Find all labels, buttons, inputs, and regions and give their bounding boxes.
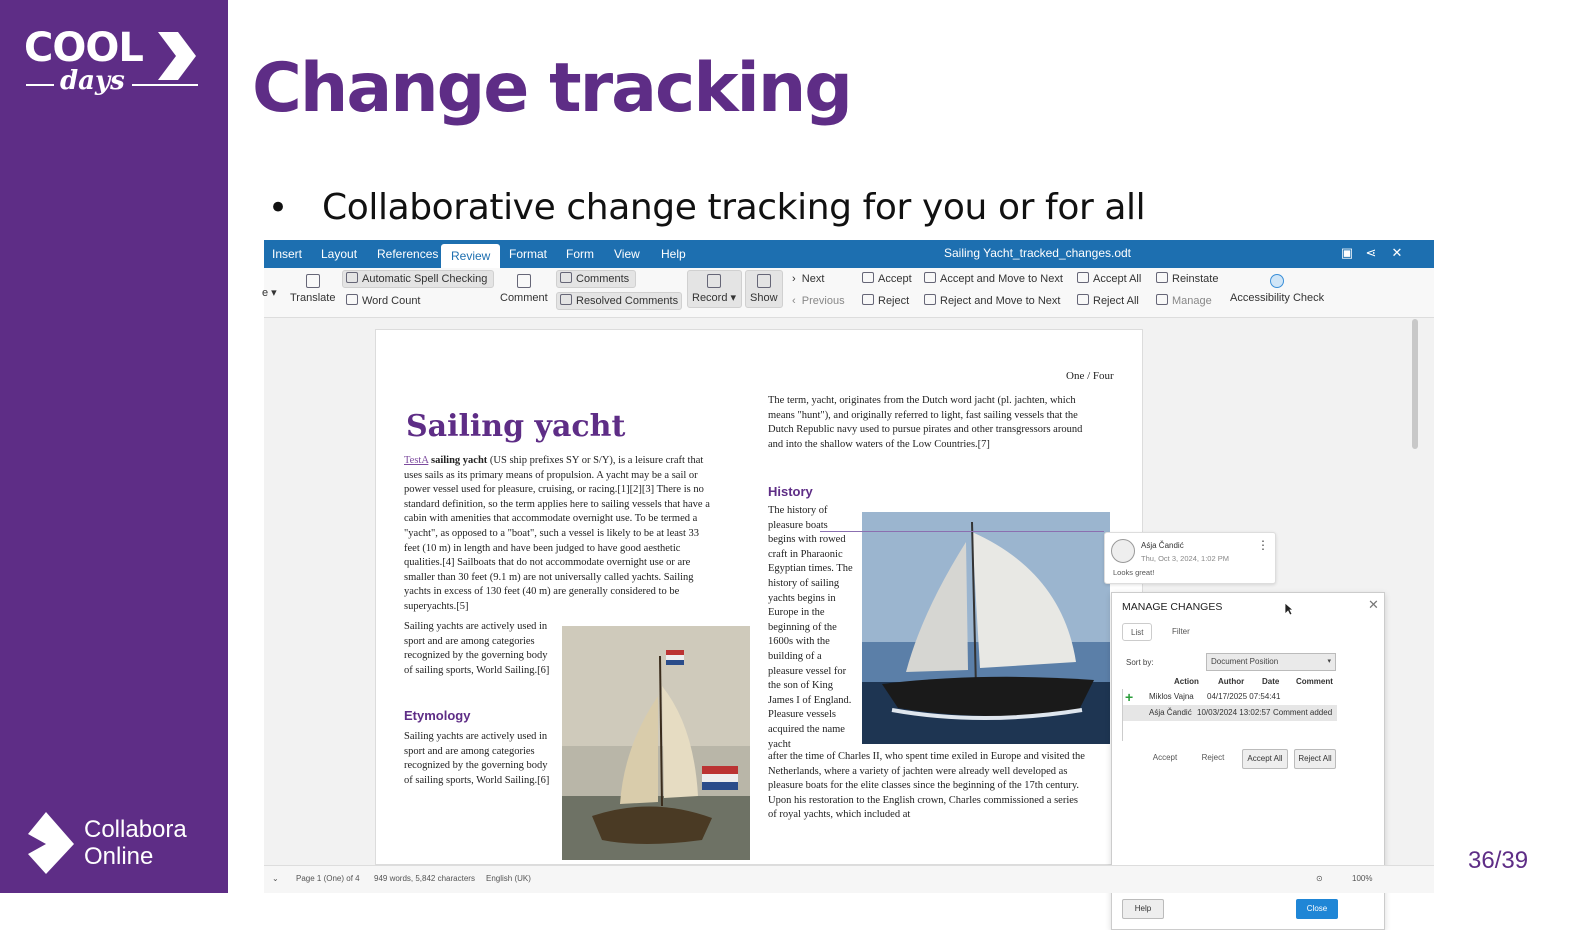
photo-sailing-yacht-image bbox=[862, 512, 1110, 744]
statusbar-toggle-icon[interactable]: ⌄ bbox=[272, 874, 279, 883]
comment-card[interactable] bbox=[1104, 532, 1276, 584]
comment-date: Thu, Oct 3, 2024, 1:02 PM bbox=[1141, 554, 1229, 563]
accept-label: Accept bbox=[878, 273, 912, 285]
dialog-accept-all-button[interactable]: Accept All bbox=[1242, 749, 1288, 769]
tab-view[interactable]: View bbox=[614, 247, 640, 261]
collabora-logo-line2: Online bbox=[84, 843, 154, 870]
comment-text: Looks great! bbox=[1113, 568, 1155, 577]
col-date[interactable]: Date bbox=[1262, 677, 1280, 686]
tab-review[interactable]: Review bbox=[441, 244, 500, 268]
reject-button[interactable] bbox=[862, 294, 909, 308]
dialog-help-button[interactable]: Help bbox=[1122, 899, 1164, 919]
comment-icon bbox=[517, 274, 531, 288]
page-header-number: One / Four bbox=[1066, 370, 1114, 382]
menu-bar bbox=[264, 240, 1434, 268]
manage-label: Manage bbox=[1172, 295, 1212, 307]
chevron-down-icon: ▾ bbox=[1327, 658, 1331, 665]
tab-list[interactable]: List bbox=[1122, 623, 1152, 641]
table-row[interactable] bbox=[1123, 689, 1337, 705]
insertion-plus-icon: + bbox=[1125, 689, 1134, 705]
doc-paragraph-intro bbox=[404, 454, 710, 610]
status-words: 949 words, 5,842 characters bbox=[374, 874, 475, 883]
translate-button[interactable] bbox=[290, 274, 335, 305]
doc-paragraph-term: The term, yacht, originates from the Dutch word jacht (pl. jachten, which means "hunt"), and originally referred to light, fast sailing vessels that the Dutch Republic navy used to pursue pirates and other transgressors around and into the shallow waters of the Low Countries.[7] bbox=[768, 395, 1083, 450]
doc-heading: Sailing yacht bbox=[406, 409, 626, 444]
accept-move-next-label: Accept and Move to Next bbox=[940, 273, 1063, 285]
vertical-scrollbar[interactable] bbox=[1412, 319, 1418, 449]
translate-icon bbox=[306, 274, 320, 288]
sort-label: Sort by: bbox=[1126, 658, 1154, 667]
comment-anchor-line bbox=[820, 531, 1104, 532]
show-button[interactable] bbox=[750, 274, 778, 305]
avatar bbox=[1111, 539, 1135, 563]
auto-spell-button[interactable] bbox=[346, 272, 487, 286]
comment-button[interactable] bbox=[500, 274, 548, 305]
accessibility-icon bbox=[1270, 274, 1284, 288]
reinstate-button[interactable] bbox=[1156, 272, 1218, 286]
tab-layout[interactable]: Layout bbox=[321, 247, 358, 261]
changes-list bbox=[1122, 689, 1336, 741]
bullet-text: Collaborative change tracking for you or for all bbox=[322, 187, 1146, 228]
dialog-title: MANAGE CHANGES bbox=[1122, 601, 1223, 613]
comments-label: Comments bbox=[576, 273, 630, 285]
logo-line-right bbox=[132, 84, 198, 86]
tab-format[interactable]: Format bbox=[509, 247, 548, 261]
previous-label: Previous bbox=[801, 295, 845, 307]
accessibility-check-label: Accessibility Check bbox=[1230, 292, 1325, 304]
spellcheck-icon bbox=[346, 272, 358, 283]
status-page: Page 1 (One) of 4 bbox=[296, 874, 360, 883]
collabora-mark-icon bbox=[26, 810, 76, 876]
dialog-reject-button[interactable]: Reject bbox=[1201, 753, 1225, 762]
share-icon[interactable]: ⋖ bbox=[1365, 245, 1377, 260]
word-count-label: Word Count bbox=[362, 295, 421, 307]
reject-next-icon bbox=[924, 294, 936, 305]
collabora-logo-line1: Collabora bbox=[84, 816, 187, 843]
tab-help[interactable]: Help bbox=[661, 247, 686, 261]
accept-all-icon bbox=[1077, 272, 1089, 283]
toolbar-overflow-icon[interactable]: e ▾ bbox=[262, 287, 277, 299]
doc-paragraph-sport: Sailing yachts are actively used in sport and are among categories recognized by the governing body of sailing sports, World Sailing.[6] bbox=[404, 621, 550, 676]
reject-icon bbox=[862, 294, 874, 305]
painting-dutch-yacht-image bbox=[562, 626, 750, 860]
logo-arrow-icon bbox=[154, 28, 200, 84]
sort-value: Document Position bbox=[1211, 657, 1279, 666]
status-language[interactable]: English (UK) bbox=[486, 874, 531, 883]
next-button[interactable]: › Next bbox=[792, 273, 825, 285]
col-comment[interactable]: Comment bbox=[1296, 677, 1333, 686]
accept-icon bbox=[862, 272, 874, 283]
reject-move-next-button[interactable] bbox=[924, 294, 1060, 308]
word-count-icon bbox=[346, 294, 358, 305]
kebab-menu-icon[interactable]: ⋮ bbox=[1257, 538, 1269, 552]
collabora-logo-text bbox=[84, 816, 187, 870]
document-title: Sailing Yacht_tracked_changes.odt bbox=[944, 246, 1132, 260]
reinstate-icon bbox=[1156, 272, 1168, 283]
row-author: Miklos Vajna bbox=[1149, 692, 1194, 701]
reject-label: Reject bbox=[878, 295, 910, 307]
accessibility-check-button[interactable] bbox=[1230, 274, 1324, 305]
zoom-fit-icon[interactable]: ⊙ bbox=[1316, 874, 1323, 883]
table-row[interactable] bbox=[1123, 705, 1337, 721]
translate-label: Translate bbox=[290, 292, 336, 304]
accept-next-icon bbox=[924, 272, 936, 283]
close-icon[interactable]: ✕ bbox=[1368, 597, 1379, 612]
show-icon bbox=[757, 274, 771, 288]
cool-days-logo-word: COOL bbox=[24, 25, 143, 71]
cool-days-logo-sub: days bbox=[60, 66, 125, 96]
history-heading: History bbox=[768, 484, 813, 499]
record-icon bbox=[707, 274, 721, 288]
row-comment: Comment added bbox=[1273, 708, 1333, 717]
tab-filter[interactable]: Filter bbox=[1172, 627, 1190, 636]
etymology-text: Sailing yachts are actively used in sport and are among categories recognized by the governing body of sailing sports, World Sailing.[6] bbox=[404, 731, 550, 786]
accept-move-next-button[interactable] bbox=[924, 272, 1063, 286]
history-continued: after the time of Charles II, who spent time exiled in Europe and visited the Netherlands, where a variety of jachten were already well developed as pleasure boats for the elite classes since the beginning of the 17th century. Upon his restoration to the English crown, Charles commissioned a series of royal yachts, which included at bbox=[768, 751, 1085, 821]
auto-spell-label: Automatic Spell Checking bbox=[362, 273, 488, 285]
col-action[interactable]: Action bbox=[1174, 677, 1199, 686]
history-text: The history of pleasure boats begins with rowed craft in Pharaonic Egyptian times. The history of sailing yachts begins in Europe in the beginning of the 1600s with the building of a pleasure vessel for the son of King James I of England. Pleasure vessels acquired the name yacht bbox=[768, 505, 853, 750]
resolved-comments-icon bbox=[560, 294, 572, 305]
status-zoom[interactable]: 100% bbox=[1352, 874, 1373, 883]
intro-text: (US ship prefixes SY or S/Y), is a leisure craft that uses sails as its primary means of propulsion. A yacht may be a sail or power vessel used for pleasure, cruising, or racing.[1][2][3] There is no standard definition, so the term applies here to sailing vessels that have a cabin with amenities that accommodate overnight use. To be termed a "yacht", as opposed to a "boat", such a vessel is likely to be at least 33 feet (10 m) in length and have been judged to have good aesthetic qualities.[4] Sailboats that do not accommodate overnight use or are smaller than 30 feet (9.1 m) are not universally called yachts. Sailing yachts in excess of 130 feet (40 m) are generally considered to be superyachts.[5] bbox=[404, 455, 710, 612]
word-count-button[interactable] bbox=[346, 294, 421, 308]
review-toolbar bbox=[264, 268, 1434, 318]
row-date: 10/03/2024 13:02:57 bbox=[1197, 708, 1271, 717]
slide-title: Change tracking bbox=[252, 49, 851, 128]
show-label: Show bbox=[750, 292, 778, 304]
record-button[interactable]: Record ▾ bbox=[692, 274, 736, 305]
accept-all-button[interactable] bbox=[1077, 272, 1141, 286]
col-author[interactable]: Author bbox=[1218, 677, 1245, 686]
manage-button[interactable] bbox=[1156, 294, 1212, 308]
resolved-comments-label: Resolved Comments bbox=[576, 295, 679, 307]
tab-form[interactable]: Form bbox=[566, 247, 594, 261]
slide-sidebar bbox=[0, 0, 228, 893]
reject-move-next-label: Reject and Move to Next bbox=[940, 295, 1061, 307]
dialog-close-button[interactable]: Close bbox=[1296, 899, 1338, 919]
dialog-accept-button[interactable]: Accept bbox=[1152, 753, 1178, 762]
document-page[interactable] bbox=[375, 329, 1143, 865]
reject-all-label: Reject All bbox=[1093, 295, 1139, 307]
etymology-heading: Etymology bbox=[404, 708, 471, 723]
collabora-online-logo bbox=[26, 810, 216, 876]
row-author: Aśja Čandić bbox=[1149, 708, 1192, 717]
resolved-comments-button[interactable] bbox=[560, 294, 678, 308]
sort-select[interactable] bbox=[1206, 653, 1336, 671]
tab-references[interactable]: References bbox=[377, 247, 439, 261]
record-label: Record bbox=[692, 292, 728, 304]
comments-button[interactable] bbox=[560, 272, 629, 286]
close-icon[interactable]: ✕ bbox=[1391, 245, 1403, 260]
cool-days-logo bbox=[22, 26, 202, 106]
intro-bold-term: sailing yacht bbox=[430, 455, 488, 466]
previous-button[interactable]: ‹ Previous bbox=[792, 295, 845, 307]
bullet-icon: • bbox=[268, 188, 289, 228]
reject-all-button[interactable] bbox=[1077, 294, 1139, 308]
tracked-insertion: TestA bbox=[404, 455, 429, 466]
manage-icon bbox=[1156, 294, 1168, 305]
accept-button[interactable] bbox=[862, 272, 912, 286]
tab-insert[interactable]: Insert bbox=[272, 247, 303, 261]
slide-page-counter: 36/39 bbox=[1468, 847, 1529, 874]
logo-line-left bbox=[26, 84, 54, 86]
reinstate-label: Reinstate bbox=[1172, 273, 1219, 285]
sidebar-toggle-icon[interactable]: ▣ bbox=[1340, 245, 1354, 260]
comment-author: Aśja Čandić bbox=[1141, 541, 1184, 550]
dialog-reject-all-button[interactable]: Reject All bbox=[1294, 749, 1336, 769]
next-label: Next bbox=[801, 273, 825, 285]
comments-icon bbox=[560, 272, 572, 283]
status-bar bbox=[264, 865, 1434, 893]
accept-all-label: Accept All bbox=[1093, 273, 1142, 285]
app-screenshot bbox=[262, 240, 1434, 913]
comment-label: Comment bbox=[500, 292, 548, 304]
mouse-cursor-icon bbox=[1284, 602, 1294, 616]
reject-all-icon bbox=[1077, 294, 1089, 305]
row-date: 04/17/2025 07:54:41 bbox=[1207, 692, 1281, 701]
